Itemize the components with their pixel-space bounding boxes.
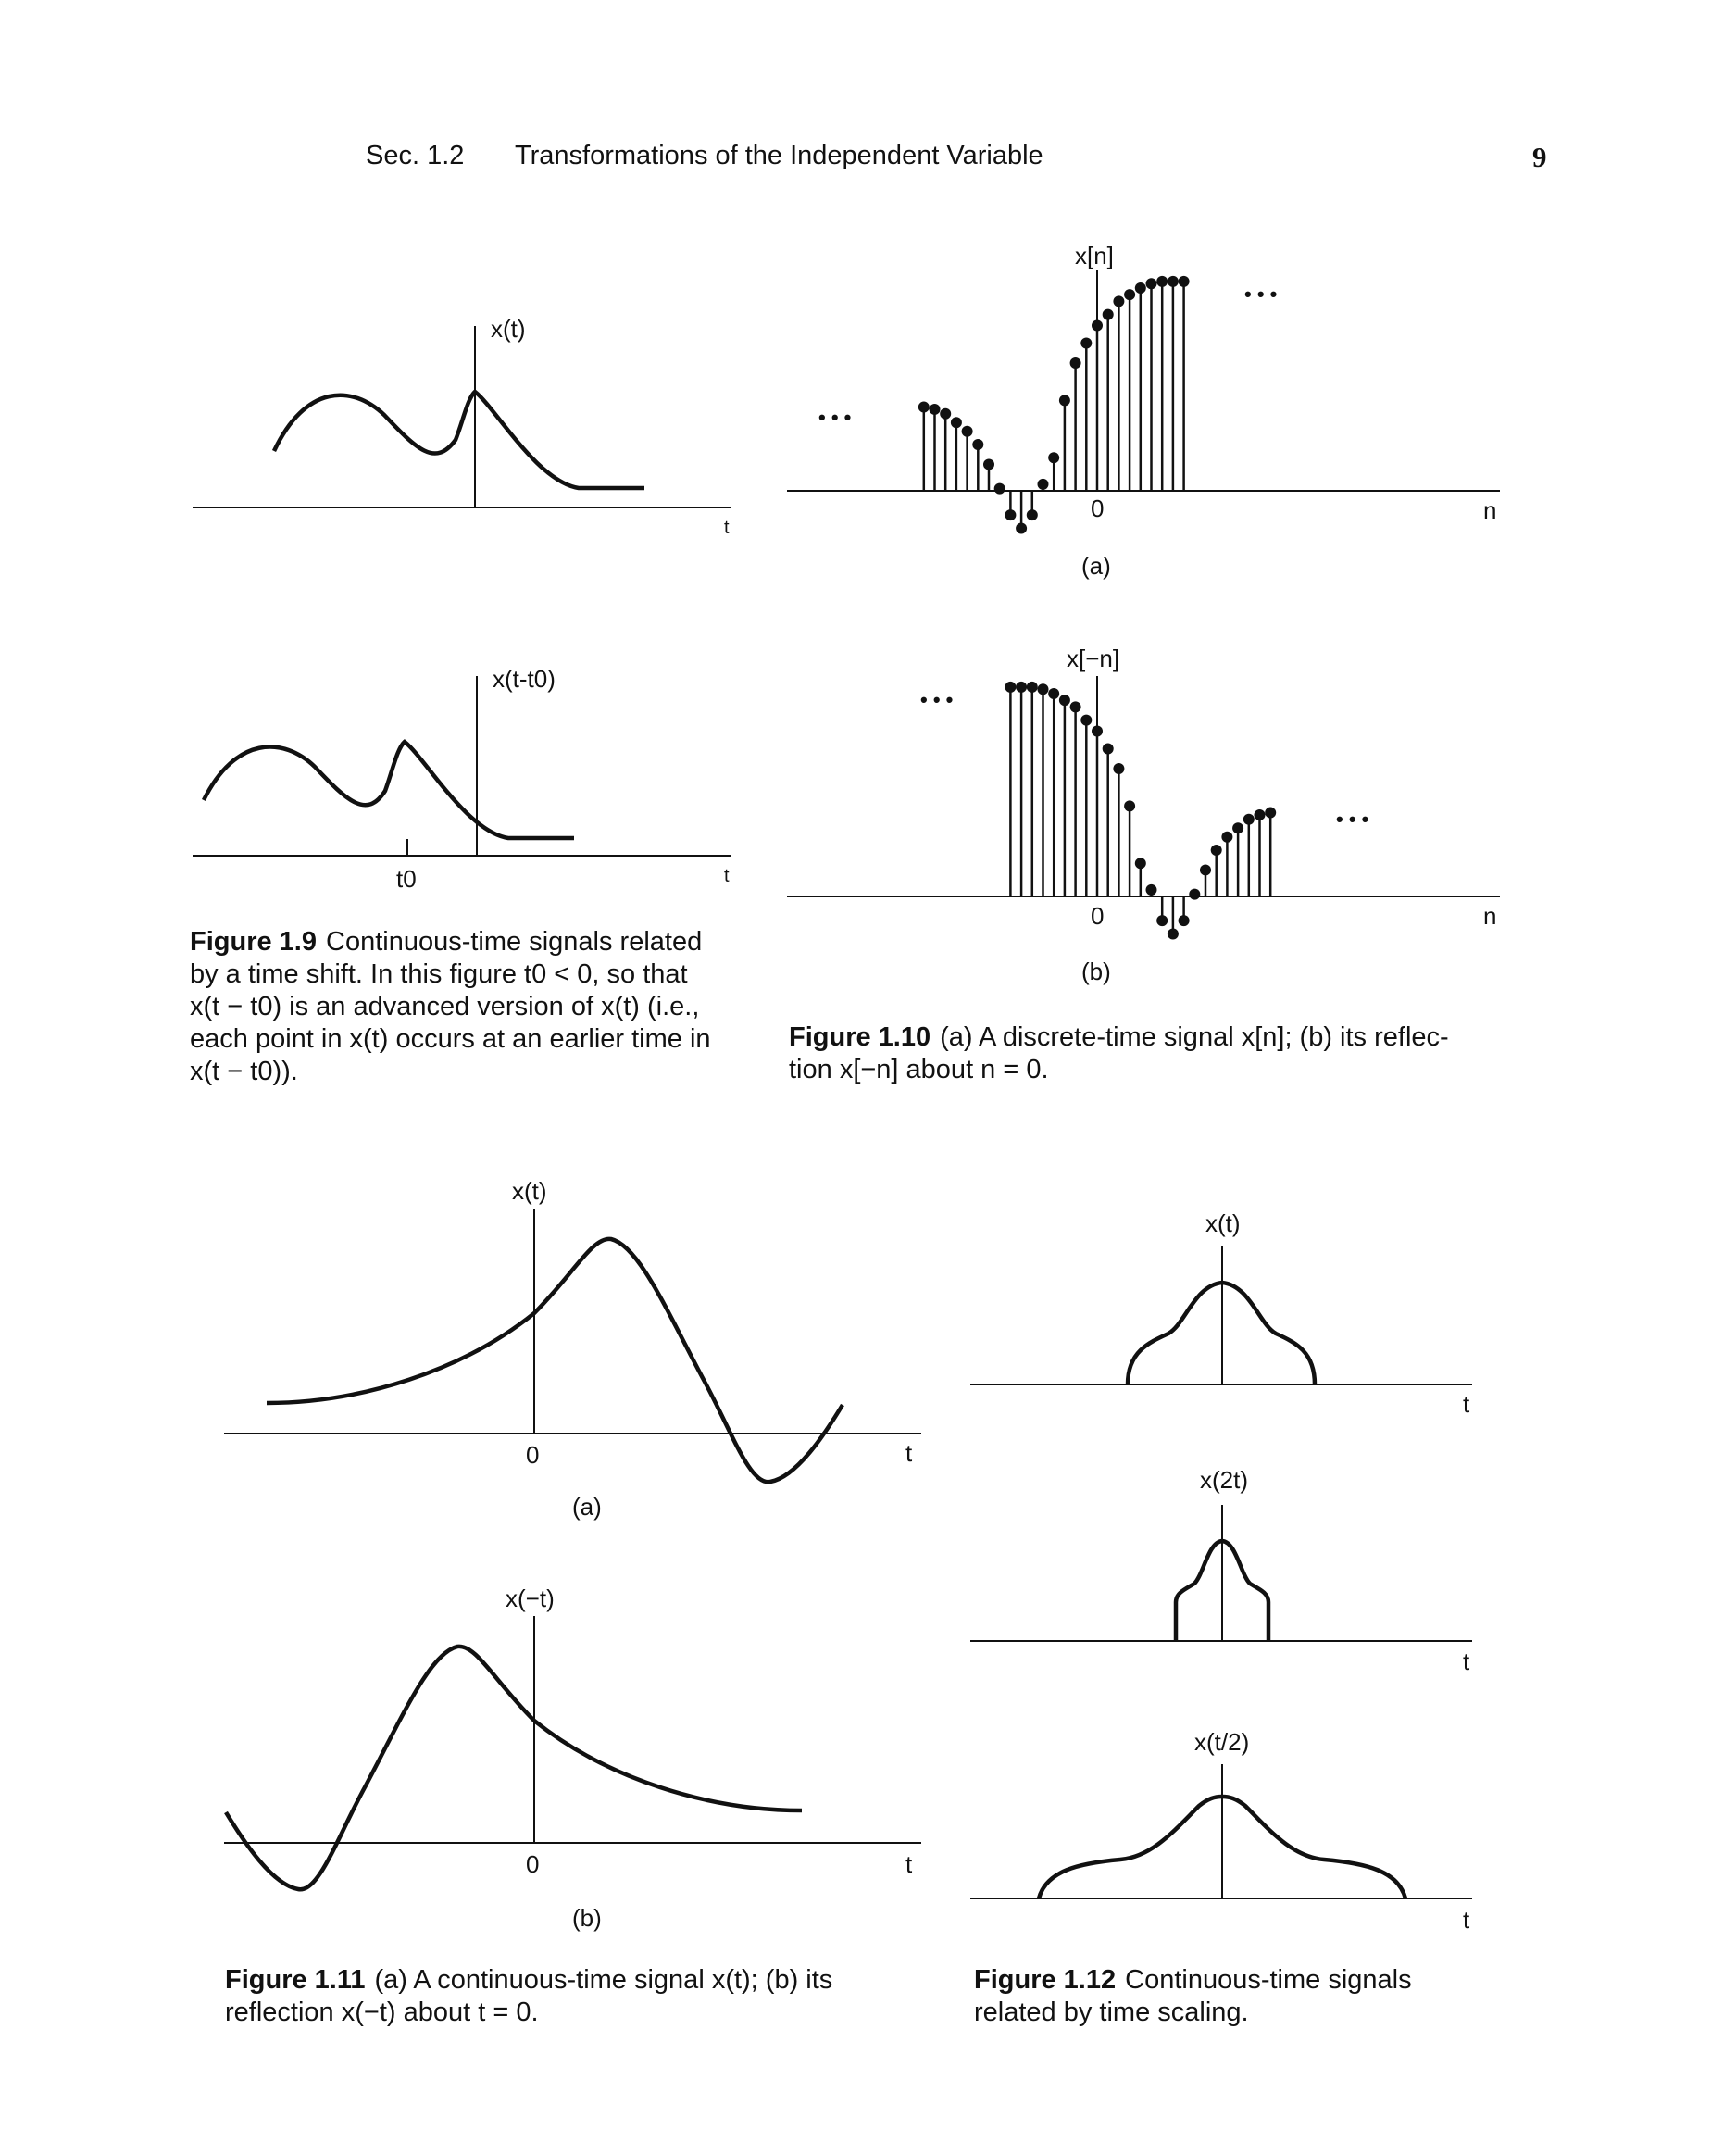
fig10b-sample-dot [1092,726,1103,737]
fig9-bottom-label: x(t-t0) [493,665,556,693]
figure-1-12-bottom-plot [963,1722,1481,1935]
figure-1-9-bottom-plot [185,653,741,908]
fig10a-sample-dot [1070,357,1081,369]
fig10b-sample-dot [1135,858,1146,869]
figure-1-9-caption [190,926,745,1088]
fig10a-sample-dot [1038,479,1049,490]
fig10b-sample-dot [1038,683,1049,695]
fig10b-sample-dot [1211,845,1222,856]
fig10a-sample-dot [1135,282,1146,294]
fig10b-sample-dot [1070,701,1081,712]
fig10-caption-line: (a) A discrete-time signal x[n]; (b) its reflec- [940,1022,1449,1052]
figure-1-9-top-plot [185,306,741,546]
fig11b-zero-label: 0 [526,1850,540,1878]
fig10b-sample-dot [1168,928,1179,939]
fig9-top-label: x(t) [491,315,526,343]
fig12-bottom-t-label: t [1463,1906,1470,1934]
fig10a-sample-dot [962,426,973,437]
fig11a-zero-label: 0 [526,1441,540,1469]
fig10a-sublabel: (a) [1081,552,1111,580]
fig10a-sample-dot [1168,276,1179,287]
fig10a-sample-dot [951,417,962,428]
fig9-caption-title: Figure 1.9 [190,927,317,957]
section-title: Transformations of the Independent Variable [515,141,1043,170]
fig12-caption-title: Figure 1.12 [974,1965,1117,1995]
fig12-caption-line: Continuous-time signals [1125,1965,1412,1995]
figure-1-10b-stem-plot [778,639,1518,996]
fig10b-sample-dot [1156,915,1168,926]
figure-1-11b-plot [213,1574,954,1940]
fig10a-sample-dot [918,402,930,413]
figure-1-12-caption [974,1964,1492,2029]
fig9-caption-line: x(t − t0)). [190,1057,298,1086]
fig10a-sample-dot [972,439,983,450]
fig11a-label: x(t) [512,1177,547,1205]
fig10b-left-ellipsis: • • • [920,688,954,711]
fig10b-zero-label: 0 [1091,902,1105,930]
fig12-top-label: x(t) [1205,1209,1241,1237]
fig10b-sample-dot [1200,864,1211,875]
fig10b-sample-dot [1265,808,1276,819]
fig10a-sample-dot [1124,289,1135,300]
figure-1-10a-stem-plot [778,236,1518,583]
fig10b-sample-dot [1189,889,1200,900]
figure-1-11-caption [225,1964,929,2029]
fig10b-sample-dot [1048,688,1059,699]
fig12-caption-line: related by time scaling. [974,1998,1249,2027]
fig10b-sample-dot [1027,682,1038,693]
fig9-caption-line: each point in x(t) occurs at an earlier time in [190,1024,711,1054]
fig10a-sample-dot [983,458,994,470]
fig10a-right-ellipsis: • • • [1244,282,1278,306]
fig9-t0-label: t0 [396,865,417,893]
fig9-bottom-t-label: t [724,866,730,886]
fig10a-sample-dot [1146,278,1157,289]
fig9-caption-line: x(t − t0) is an advanced version of x(t) (i.e., [190,992,700,1021]
fig10b-label: x[−n] [1067,645,1120,672]
fig10a-sample-dot [1059,395,1070,406]
fig12-middle-label: x(2t) [1200,1466,1248,1494]
fig10-caption-line: tion x[−n] about n = 0. [789,1055,1049,1084]
figure-1-12-top-plot [963,1199,1481,1422]
fig10a-sample-dot [1103,309,1114,320]
fig10a-zero-label: 0 [1091,495,1105,522]
fig10b-sample-dot [1113,763,1124,774]
figure-1-11a-plot [213,1171,954,1533]
section-number: Sec. 1.2 [366,141,465,170]
fig10b-sample-dot [1103,744,1114,755]
fig10b-right-ellipsis: • • • [1336,808,1369,831]
fig10a-sample-dot [1179,276,1190,287]
fig10b-sample-dot [1016,682,1027,693]
fig10a-sample-dot [1016,522,1027,533]
fig9-caption-line: by a time shift. In this figure t0 < 0, so that [190,959,688,989]
figure-1-12-middle-plot [963,1459,1481,1672]
fig10a-n-label: n [1483,496,1497,524]
fig10a-sample-dot [1113,295,1124,307]
fig12-bottom-label: x(t/2) [1194,1728,1250,1756]
fig11b-sublabel: (b) [572,1904,602,1932]
figure-1-10-caption [789,1021,1511,1086]
fig10a-sample-dot [994,483,1005,495]
fig11-caption-line: (a) A continuous-time signal x(t); (b) its [374,1965,833,1995]
fig12-top-t-label: t [1463,1390,1470,1418]
fig10a-sample-dot [1092,320,1103,332]
fig10b-sample-dot [1179,915,1190,926]
fig10a-sample-dot [1048,452,1059,463]
fig11-caption-line: reflection x(−t) about t = 0. [225,1998,539,2027]
fig10b-sample-dot [1221,832,1232,843]
fig11-caption-title: Figure 1.11 [225,1965,366,1995]
fig10b-sample-dot [1080,715,1092,726]
page-number: 9 [1532,141,1547,173]
fig10b-sample-dot [1232,822,1243,833]
fig10b-sample-dot [1255,809,1266,820]
fig10-caption-title: Figure 1.10 [789,1022,931,1052]
fig10a-sample-dot [930,404,941,415]
fig11a-sublabel: (a) [572,1493,602,1521]
fig10a-sample-dot [1080,338,1092,349]
fig11b-t-label: t [905,1850,913,1878]
fig10a-label: x[n] [1075,242,1114,269]
fig10b-sample-dot [1243,814,1255,825]
fig10a-sample-dot [1156,276,1168,287]
fig10b-n-label: n [1483,902,1497,930]
fig10b-sample-dot [1005,682,1016,693]
fig10a-sample-dot [1005,509,1016,520]
fig11b-label: x(−t) [506,1585,555,1612]
fig11a-t-label: t [905,1439,913,1467]
fig12-middle-t-label: t [1463,1647,1470,1672]
fig10b-sample-dot [1059,695,1070,706]
fig10b-sublabel: (b) [1081,958,1111,985]
fig9-top-t-label: t [724,518,730,538]
fig10b-sample-dot [1146,884,1157,896]
fig9-caption-line: Continuous-time signals related [326,927,703,957]
fig10a-left-ellipsis: • • • [818,406,852,429]
fig10a-sample-dot [940,408,951,420]
fig10b-sample-dot [1124,800,1135,811]
fig10a-sample-dot [1027,509,1038,520]
